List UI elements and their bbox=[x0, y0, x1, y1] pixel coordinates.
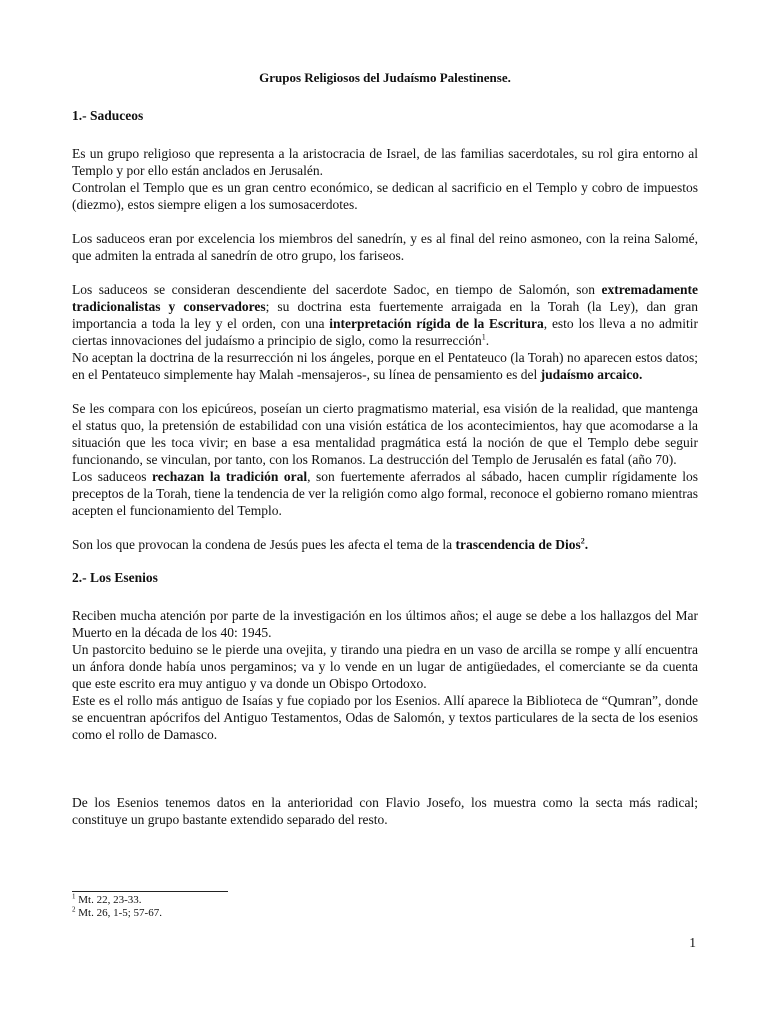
paragraph: Se les compara con los epicúreos, poseían un cierto pragmatismo material, esa visión de la realidad, que mantenga el status quo, la pretensión de estabilidad con una visión estática de los acontecimientos, hay que acomodarse a la situación que les toca vivir; en base a esa mentalidad pragmática está la noción de que el Templo debe seguir funcionando, se vinculan, por tanto, con los Romanos. La destrucción del Templo de Jerusalén es fatal (año 70). bbox=[72, 401, 698, 467]
bold-text: . bbox=[584, 537, 589, 552]
paragraph: Este es el rollo más antiguo de Isaías y fue copiado por los Esenios. Allí aparece la Biblioteca de “Qumran”, donde se encuentran apócrifos del Antiguo Testamentos, Odas de Salomón, y textos particulares de la secta de los esenios como el rollo de Damasco. bbox=[72, 693, 698, 742]
text-run: , son fuertemente aferrados al sábado, hacen cumplir rígidamente los preceptos de la Torah, tiene la tendencia de ver la religión como algo formal, reconoce el gobierno romano mientras acepten el funcionamiento del Templo. bbox=[72, 469, 699, 518]
footnote-text: Mt. 26, 1-5; 57-67. bbox=[75, 907, 162, 919]
text-run: ; su doctrina esta fuertemente arraigada en la Torah (la Ley), dan gran importancia a toda la ley y el orden, con una bbox=[72, 299, 698, 331]
paragraph bbox=[72, 349, 698, 383]
section-heading-saduceos: 1.- Saduceos bbox=[72, 108, 144, 123]
paragraph: Controlan el Templo que es un gran centro económico, se dedican al sacrificio en el Templo y cobro de impuestos (diezmo), estos siempre eligen a los sumosacerdotes. bbox=[72, 180, 698, 212]
footnote-number: 2 bbox=[72, 905, 76, 914]
footnote bbox=[72, 894, 162, 907]
text-run: , esto los lleva a no admitir ciertas innovaciones del judaísmo a principio de siglo, como la resurrección bbox=[72, 316, 699, 348]
footnote-number: 1 bbox=[72, 892, 76, 901]
footnote bbox=[72, 907, 162, 920]
bold-text: judaísmo arcaico. bbox=[540, 367, 643, 382]
bold-text: interpretación rígida de la Escritura bbox=[329, 316, 544, 331]
document-page bbox=[72, 70, 698, 828]
page-number: 1 bbox=[689, 935, 696, 950]
section-heading-esenios: 2.- Los Esenios bbox=[72, 570, 158, 585]
paragraph: Reciben mucha atención por parte de la investigación en los últimos años; el auge se debe a los hallazgos del Mar Muerto en la década de los 40: 1945. bbox=[72, 608, 698, 640]
text-run: Son los que provocan la condena de Jesús pues les afecta el tema de la bbox=[72, 537, 456, 552]
paragraph: Los saduceos eran por excelencia los miembros del sanedrín, y es al final del reino asmoneo, con la reina Salomé, que admiten la entrada al sanedrín de otro grupo, los fariseos. bbox=[72, 231, 698, 263]
footnote-ref: 1 bbox=[481, 332, 486, 342]
bold-text: trascendencia de Dios bbox=[455, 537, 581, 552]
paragraph bbox=[72, 536, 698, 553]
footnote-ref: 2 bbox=[580, 536, 585, 546]
paragraph bbox=[72, 468, 698, 519]
paragraph: De los Esenios tenemos datos en la anterioridad con Flavio Josefo, los muestra como la secta más radical; constituye un grupo bastante extendido separado del resto. bbox=[72, 795, 698, 827]
text-run: . bbox=[485, 333, 490, 348]
footnote-separator bbox=[72, 891, 228, 892]
document-title: Grupos Religiosos del Judaísmo Palestinense. bbox=[259, 70, 511, 85]
paragraph: Es un grupo religioso que representa a la aristocracia de Israel, de las familias sacerdotales, su rol gira entorno al Templo y por ello están anclados en Jerusalén. bbox=[72, 146, 698, 178]
footnote-text: Mt. 22, 23-33. bbox=[75, 894, 142, 906]
paragraph: Un pastorcito beduino se le pierde una ovejita, y tirando una piedra en un vaso de arcilla se rompe y allí encuentra un ánfora donde había unos pergaminos; va y lo vende en un lugar de antigüedades, el comerciante se da cuenta que este escrito era muy antiguo y va donde un Obispo Ortodoxo. bbox=[72, 642, 698, 691]
text-run: No aceptan la doctrina de la resurrección ni los ángeles, porque en el Pentateuco (la Torah) no aparecen estos datos; en el Pentateuco simplemente hay Malah -mensajeros-, su línea de pensamiento es del bbox=[72, 350, 698, 382]
bold-text: extremadamente tradicionalistas y conservadores bbox=[72, 282, 698, 314]
paragraph bbox=[72, 281, 698, 349]
footnotes bbox=[72, 894, 162, 920]
bold-text: rechazan la tradición oral bbox=[152, 469, 308, 484]
text-run: Los saduceos bbox=[72, 469, 153, 484]
text-run: Los saduceos se consideran descendiente del sacerdote Sadoc, en tiempo de Salomón, son bbox=[72, 282, 602, 297]
